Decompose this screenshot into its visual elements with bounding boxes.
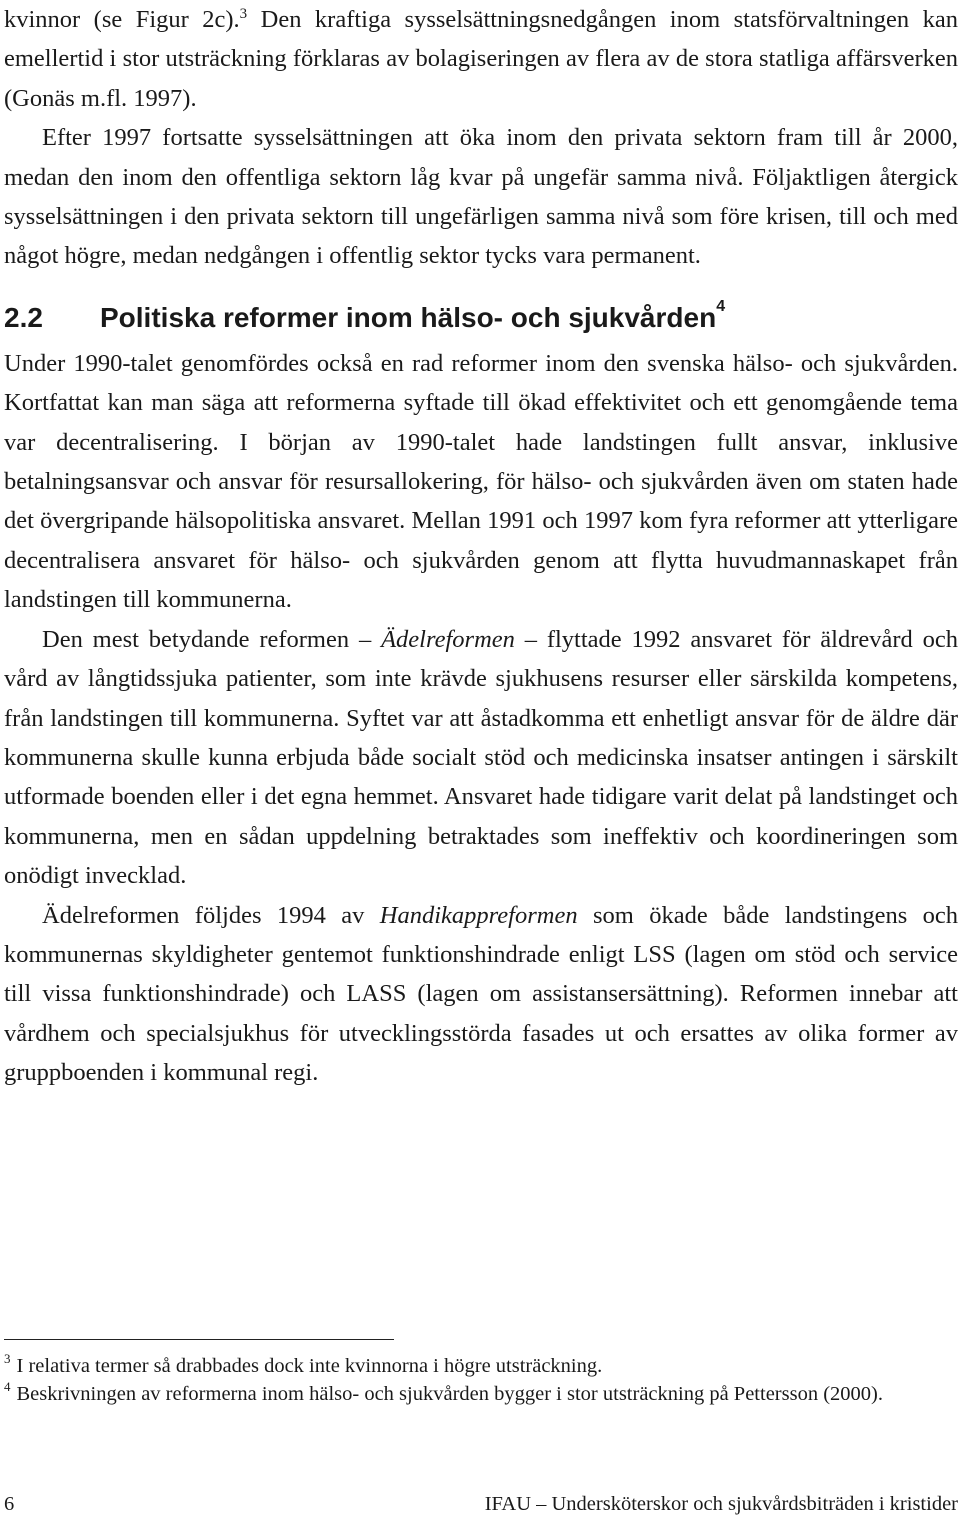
footnote-text: Beskrivningen av reformerna inom hälso- och sjukvården bygger i stor utsträckning på Pettersson (2000). xyxy=(16,1383,883,1405)
paragraph-text: kvinnor (se Figur 2c). xyxy=(4,6,240,33)
paragraph-5 xyxy=(4,896,958,1093)
paragraph-1 xyxy=(4,0,958,118)
section-number: 2.2 xyxy=(4,301,43,333)
reform-name-italic: Ädelreformen xyxy=(381,625,515,653)
paragraph-3: Under 1990-talet genomfördes också en rad reformer inom den svenska hälso- och sjukvården. Kortfattat kan man säga att reformerna syftade till ökad effektivitet och ett genomgående tema var decentralisering. I början av 1990-talet hade landstingen fullt ansvar, inklusive betalningsansvar och ansvar för resursallokering, för hälso- och sjukvården även om staten hade det övergripande hälsopolitiska ansvaret. Mellan 1991 och 1997 kom fyra reformer att ytterligare decentralisera ansvaret för hälso- och sjukvården genom att flytta huvudmannaskapet från landstingen till kommunerna. xyxy=(4,349,958,614)
running-title: IFAU – Undersköterskor och sjukvårdsbiträden i kristider xyxy=(484,1493,958,1515)
paragraph-text: som ökade både landstingens och kommunernas skyldigheter gentemot funktionshindrade enligt LSS (lagen om stöd och service till vissa funktionshindrade) och LASS (lagen om assistansersättning). Reformen innebar att vårdhem och specialsjukhus för utvecklingsstörda fasades ut och ersattes av olika former av gruppboenden i kommunal regi. xyxy=(4,901,958,1087)
footnote-3 xyxy=(4,1352,958,1380)
paragraph-text: Den kraftiga sysselsättningsnedgången inom statsförvaltningen kan emellertid i stor utsträckning förklaras av bolagiseringen av flera av de stora statliga affärsverken (Gonäs m.fl. 1997). xyxy=(4,6,958,112)
footnote-ref-3[interactable]: 3 xyxy=(239,6,248,22)
document-page xyxy=(4,0,958,1093)
footnote-ref-4[interactable]: 4 xyxy=(716,297,726,315)
footnote-mark: 3 xyxy=(4,1351,11,1366)
paragraph-2: Efter 1997 fortsatte sysselsättningen att öka inom den privata sektorn fram till år 2000, medan den inom den offentliga sektorn låg kvar på ungefär samma nivå. Följaktligen återgick sysselsättningen i den privata sektorn till ungefärligen samma nivå som före krisen, till och med något högre, medan nedgången i offentlig sektor tycks vara permanent. xyxy=(4,124,958,270)
footnotes xyxy=(4,1352,958,1408)
footnote-mark: 4 xyxy=(4,1379,11,1394)
paragraph-text: – flyttade 1992 ansvaret för äldrevård och vård av långtidssjuka patienter, som inte krävde sjukhusens resurser eller särskilda kompetens, från landstingen till kommunerna. Syftet var att åstadkomma ett enhetligt ansvar för de äldre där kommunerna skulle kunna erbjuda både socialt stöd och medicinska insatser antingen i särskilt utformade boenden eller i det egna hemmet. Ansvaret hade tidigare varit delat på landstinget och kommunerna, men en sådan uppdelning betraktades som ineffektiv och koordineringen som onödigt invecklad. xyxy=(4,625,959,890)
paragraph-text: Den mest betydande reformen – xyxy=(42,625,382,653)
section-title: Politiska reformer inom hälso- och sjukvården xyxy=(100,301,717,333)
paragraph-text: Ädelreformen följdes 1994 av xyxy=(42,901,380,929)
page-number: 6 xyxy=(4,1493,15,1515)
footnote-divider xyxy=(4,1339,394,1340)
footnote-4 xyxy=(4,1380,958,1408)
footnote-text: I relativa termer så drabbades dock inte kvinnorna i högre utsträckning. xyxy=(16,1355,603,1377)
section-heading xyxy=(4,298,958,338)
reform-name-italic: Handikappreformen xyxy=(379,901,578,929)
paragraph-4 xyxy=(4,620,958,896)
